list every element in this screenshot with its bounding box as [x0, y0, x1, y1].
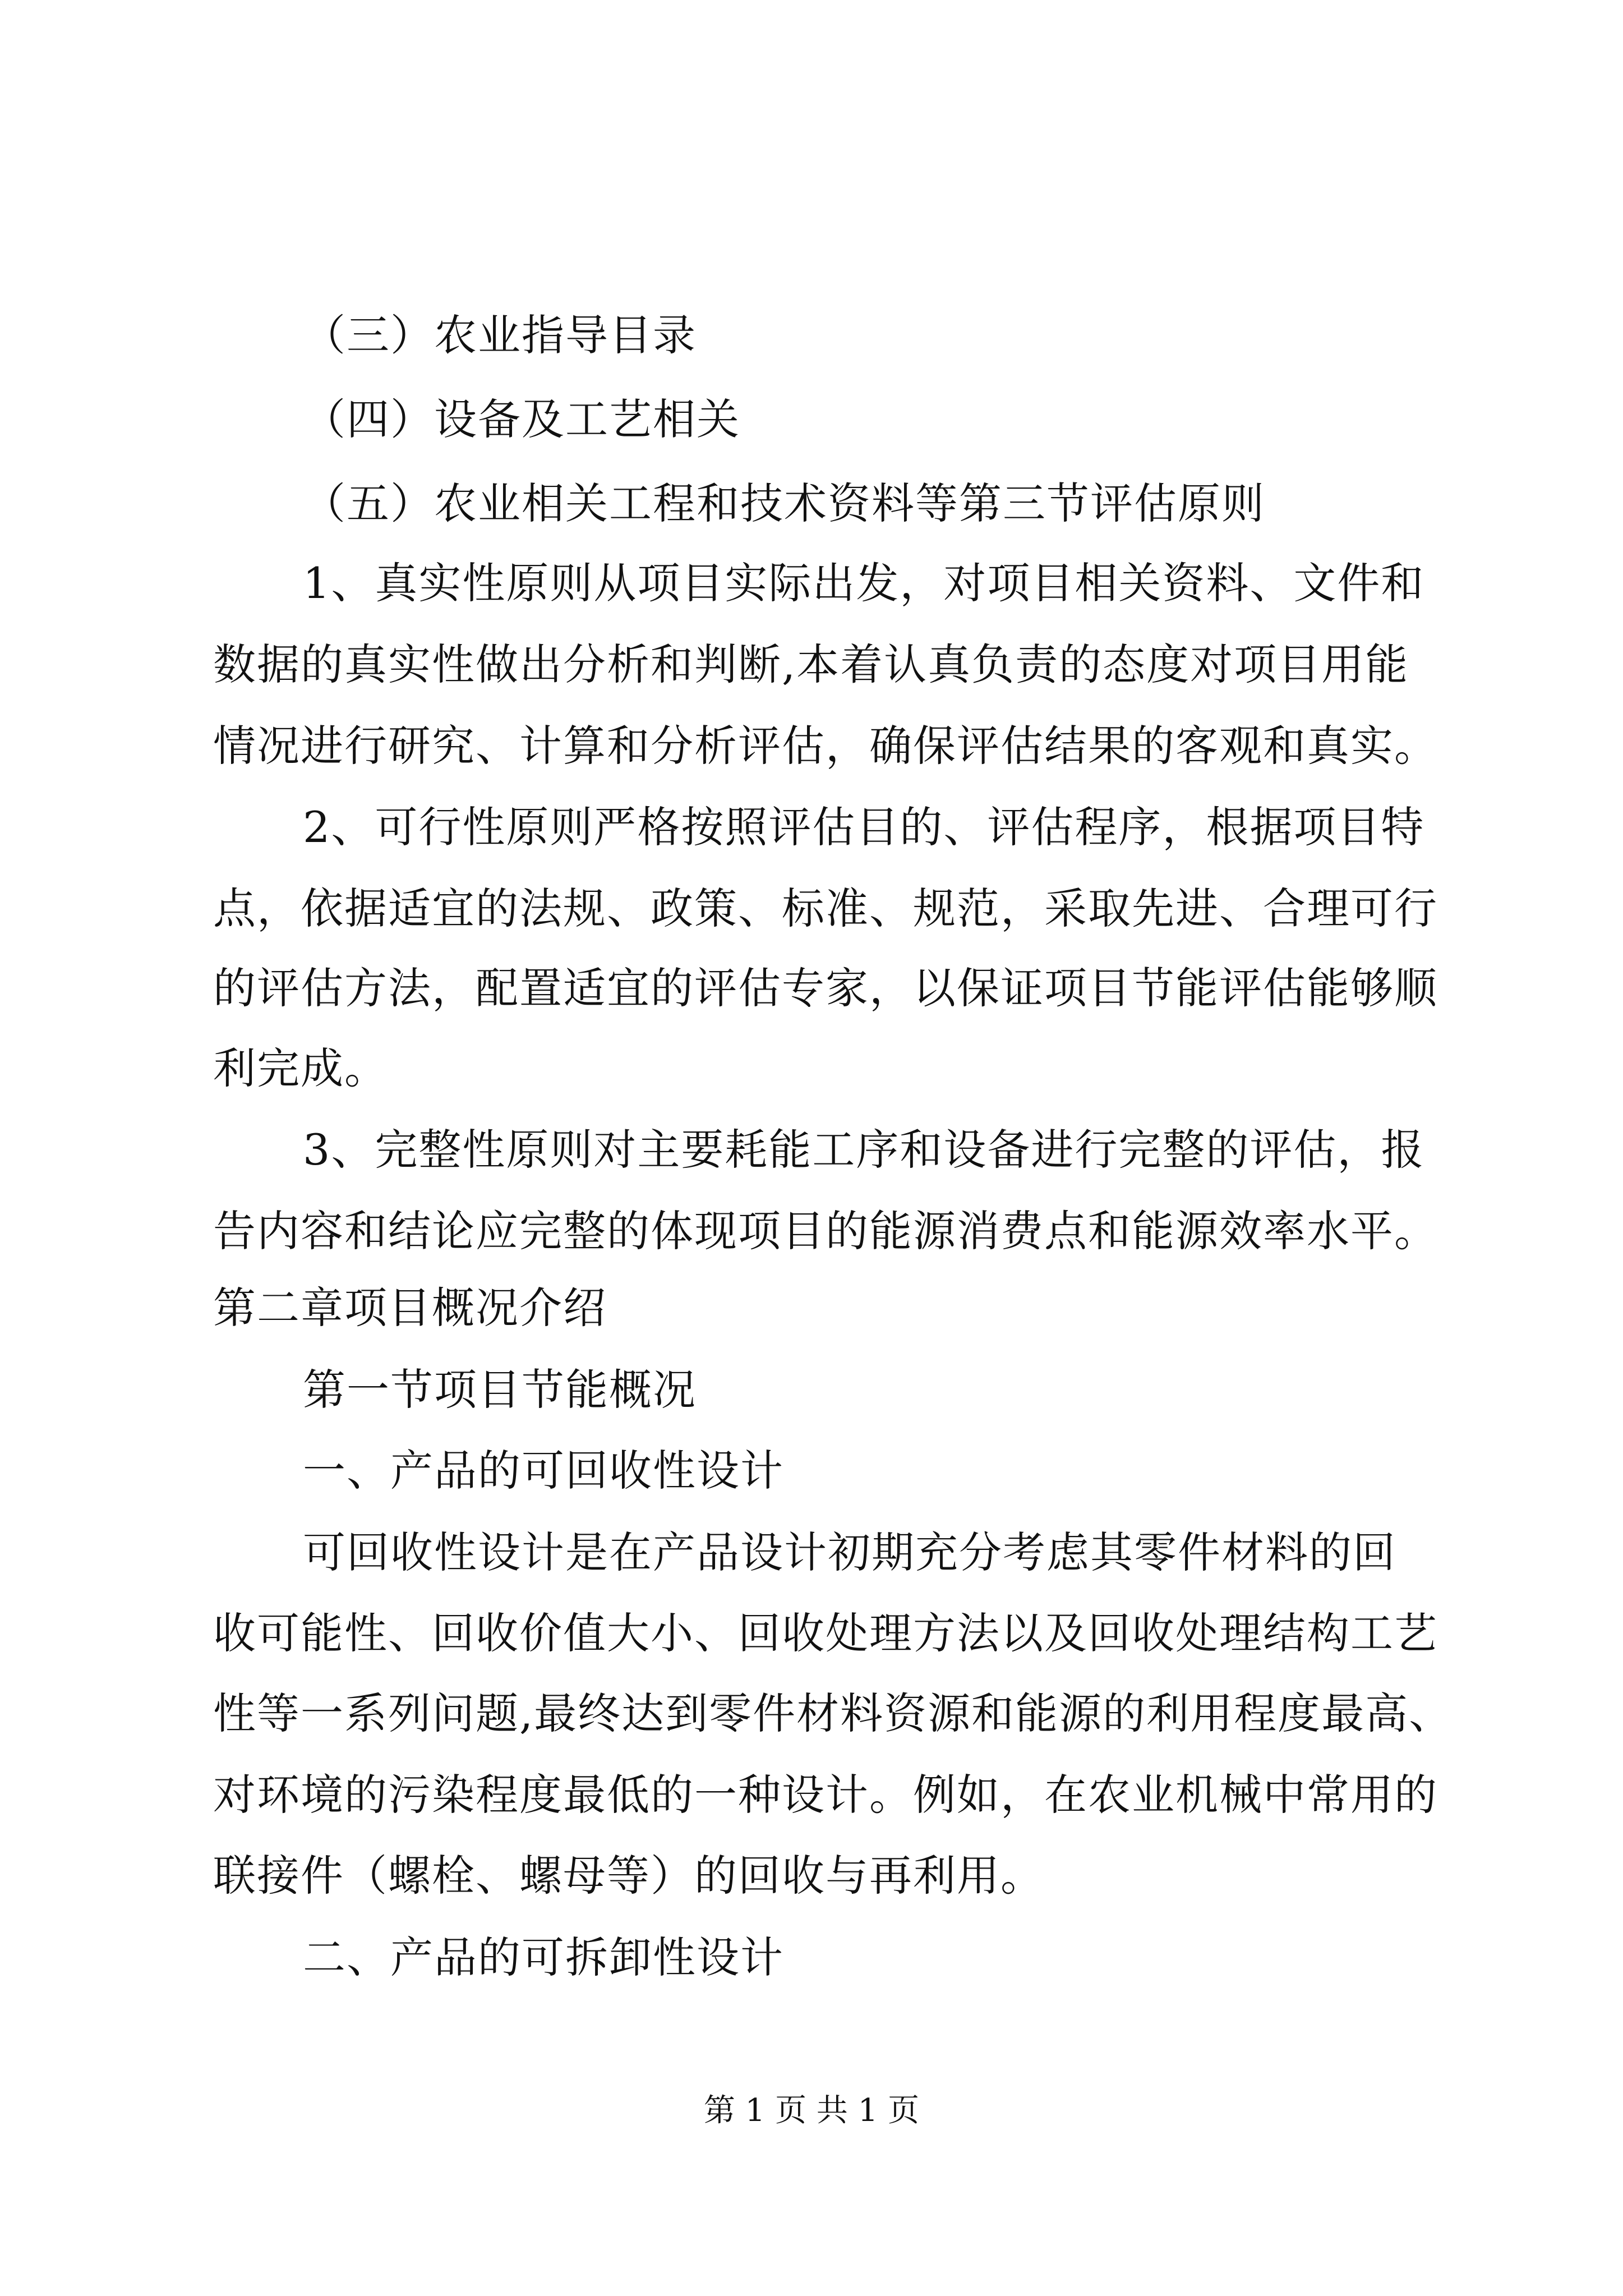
- text-line: 的评估方法，配置适宜的评估专家，以保证项目节能评估能够顺: [213, 963, 1438, 1013]
- text-line: 数据的真实性做出分析和判断,本着认真负责的态度对项目用能: [213, 639, 1409, 689]
- text-line: 点，依据适宜的法规、政策、标准、规范，采取先进、合理可行: [213, 884, 1438, 933]
- text-line: （三）农业指导目录: [303, 310, 697, 360]
- text-line: 3、完整性原则对主要耗能工序和设备进行完整的评估，报: [303, 1125, 1425, 1175]
- text-line: 情况进行研究、计算和分析评估，确保评估结果的客观和真实。: [213, 721, 1438, 771]
- text-line: 对环境的污染程度最低的一种设计。例如，在农业机械中常用的: [213, 1770, 1438, 1820]
- chapter-heading: 第二章项目概况介绍: [213, 1283, 607, 1333]
- subsection-heading: 一、产品的可回收性设计: [303, 1446, 784, 1496]
- text-line: 性等一系列问题,最终达到零件材料资源和能源的利用程度最高、: [213, 1688, 1453, 1738]
- text-line: 1、真实性原则从项目实际出发，对项目相关资料、文件和: [303, 558, 1425, 608]
- text-line: 2、可行性原则严格按照评估目的、评估程序，根据项目特: [303, 802, 1425, 852]
- page-footer: 第 1 页 共 1 页: [703, 2092, 920, 2129]
- text-line: 利完成。: [213, 1043, 388, 1093]
- section-heading: 第一节项目节能概况: [303, 1365, 697, 1415]
- text-line: 告内容和结论应完整的体现项目的能源消费点和能源效率水平。: [213, 1206, 1438, 1256]
- text-line: 收可能性、回收价值大小、回收处理方法以及回收处理结构工艺: [213, 1608, 1438, 1658]
- subsection-heading: 二、产品的可拆卸性设计: [303, 1932, 784, 1982]
- text-line: （四）设备及工艺相关: [303, 394, 740, 444]
- text-line: 联接件（螺栓、螺母等）的回收与再利用。: [213, 1851, 1044, 1901]
- text-line: （五）农业相关工程和技术资料等第三节评估原则: [303, 478, 1265, 528]
- text-line: 可回收性设计是在产品设计初期充分考虑其零件材料的回: [303, 1527, 1396, 1577]
